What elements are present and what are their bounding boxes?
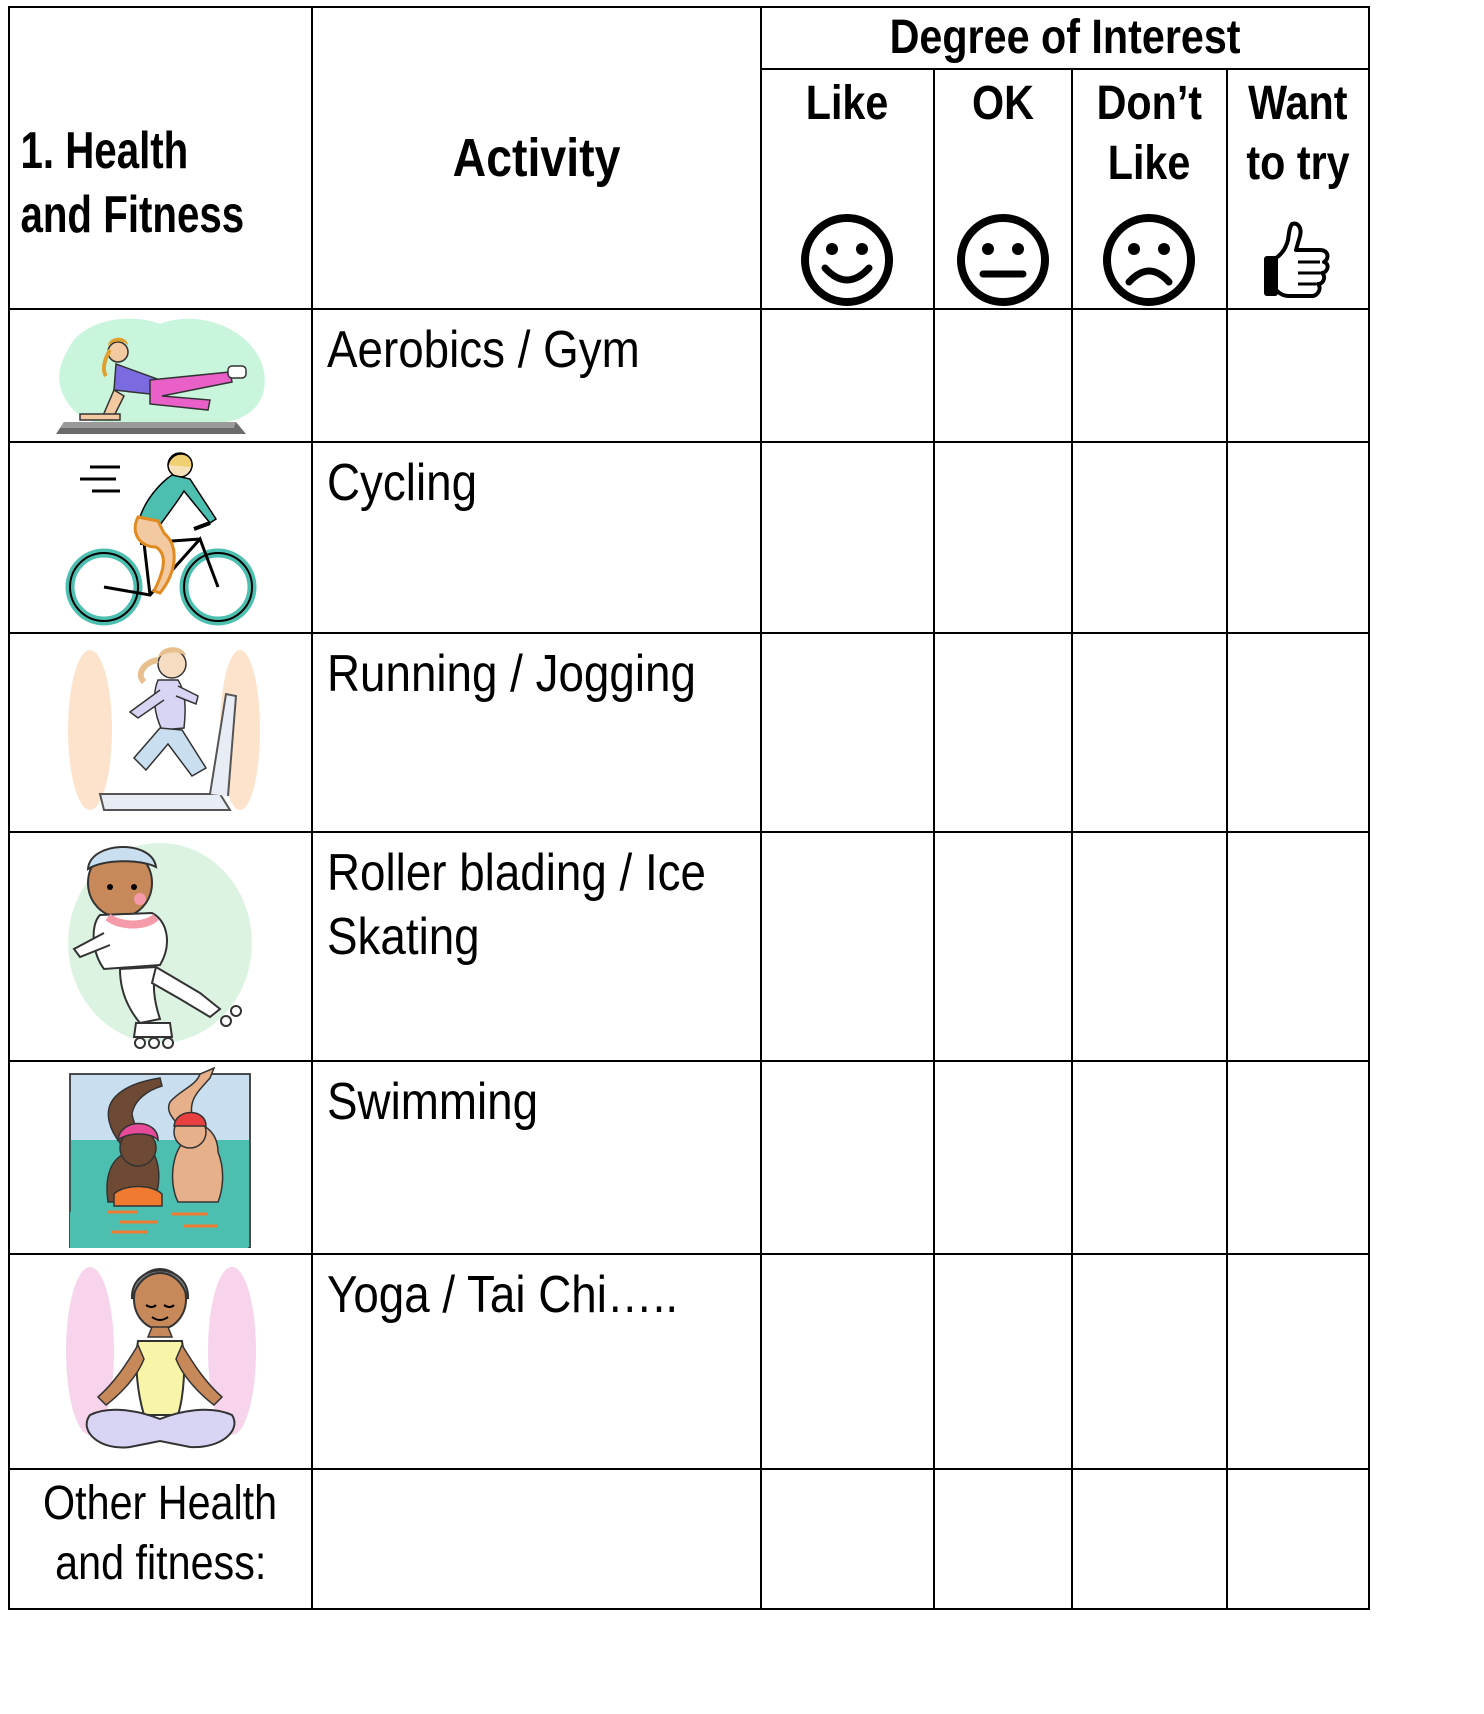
dont-like-column-header xyxy=(1072,69,1227,309)
frowning-face-icon xyxy=(1101,212,1197,323)
ok-checkbox-cell[interactable] xyxy=(934,309,1072,442)
want-to-try-checkbox-cell[interactable] xyxy=(1227,1254,1369,1469)
like-checkbox-cell[interactable] xyxy=(761,1061,934,1254)
rollerblading-clipart-icon xyxy=(9,832,312,1061)
dont-like-checkbox-cell[interactable] xyxy=(1072,832,1227,1061)
swimming-clipart-icon xyxy=(9,1061,312,1254)
activity-name-cell xyxy=(312,442,761,633)
section-title-line2: and Fitness xyxy=(20,186,245,244)
want-to-try-checkbox-cell[interactable] xyxy=(1227,309,1369,442)
dont-like-checkbox-cell[interactable] xyxy=(1072,1469,1227,1609)
ok-checkbox-cell[interactable] xyxy=(934,1254,1072,1469)
activity-column-header xyxy=(312,7,761,309)
dont-like-checkbox-cell[interactable] xyxy=(1072,1254,1227,1469)
activity-row xyxy=(9,633,1369,832)
ok-checkbox-cell[interactable] xyxy=(934,1469,1072,1609)
want-to-try-column-header xyxy=(1227,69,1369,309)
activity-row xyxy=(9,309,1369,442)
activity-name: Aerobics / Gym xyxy=(326,321,640,379)
like-label: Like xyxy=(806,77,889,130)
activity-name-cell xyxy=(312,309,761,442)
activity-name-cell xyxy=(312,832,761,1061)
yoga-clipart-icon xyxy=(9,1254,312,1469)
neutral-face-icon xyxy=(955,212,1051,323)
ok-checkbox-cell[interactable] xyxy=(934,832,1072,1061)
smiley-face-icon xyxy=(799,212,895,323)
activity-name: Roller blading / Ice Skating xyxy=(326,844,706,966)
degree-of-interest-header xyxy=(761,7,1369,69)
activity-name-cell xyxy=(312,633,761,832)
other-health-line2: and fitness: xyxy=(54,1537,267,1590)
want-to-try-checkbox-cell[interactable] xyxy=(1227,1061,1369,1254)
want-to-try-checkbox-cell[interactable] xyxy=(1227,442,1369,633)
activity-name-cell xyxy=(312,1061,761,1254)
dont-like-checkbox-cell[interactable] xyxy=(1072,633,1227,832)
activity-row xyxy=(9,1254,1369,1469)
dont-like-checkbox-cell[interactable] xyxy=(1072,1061,1227,1254)
degree-of-interest-label: Degree of Interest xyxy=(889,11,1241,64)
activity-name: Cycling xyxy=(326,454,477,512)
like-checkbox-cell[interactable] xyxy=(761,442,934,633)
want-to-try-label-line1: Want xyxy=(1248,77,1348,130)
activity-row xyxy=(9,1061,1369,1254)
dont-like-label-line1: Don’t xyxy=(1096,77,1203,130)
section-title-line1: 1. Health xyxy=(20,122,189,180)
like-checkbox-cell[interactable] xyxy=(761,832,934,1061)
want-to-try-checkbox-cell[interactable] xyxy=(1227,1469,1369,1609)
other-activity-input-cell[interactable] xyxy=(312,1469,761,1609)
activity-name: Swimming xyxy=(326,1073,539,1131)
want-to-try-checkbox-cell[interactable] xyxy=(1227,633,1369,832)
activity-name: Running / Jogging xyxy=(326,645,696,703)
other-activity-row xyxy=(9,1469,1369,1609)
section-title xyxy=(9,7,276,309)
like-checkbox-cell[interactable] xyxy=(761,1469,934,1609)
ok-label: OK xyxy=(971,77,1034,130)
ok-checkbox-cell[interactable] xyxy=(934,633,1072,832)
want-to-try-label-line2: to try xyxy=(1246,137,1350,190)
cycling-clipart-icon xyxy=(9,442,312,633)
ok-checkbox-cell[interactable] xyxy=(934,442,1072,633)
aerobics-clipart-icon xyxy=(9,309,312,442)
like-checkbox-cell[interactable] xyxy=(761,309,934,442)
activity-name-cell xyxy=(312,1254,761,1469)
running-clipart-icon xyxy=(9,633,312,832)
dont-like-label-line2: Like xyxy=(1108,137,1191,190)
activity-name: Yoga / Tai Chi….. xyxy=(326,1266,679,1324)
like-checkbox-cell[interactable] xyxy=(761,1254,934,1469)
other-health-line1: Other Health xyxy=(43,1477,278,1530)
ok-column-header xyxy=(934,69,1072,309)
dont-like-checkbox-cell[interactable] xyxy=(1072,442,1227,633)
interest-survey-table xyxy=(8,6,1370,1610)
ok-checkbox-cell[interactable] xyxy=(934,1061,1072,1254)
activity-row xyxy=(9,442,1369,633)
activity-row xyxy=(9,832,1369,1061)
want-to-try-checkbox-cell[interactable] xyxy=(1227,832,1369,1061)
other-health-label-cell xyxy=(9,1469,312,1609)
thumbs-up-icon xyxy=(1262,220,1334,319)
activity-header-label: Activity xyxy=(452,128,621,188)
dont-like-checkbox-cell[interactable] xyxy=(1072,309,1227,442)
like-column-header xyxy=(761,69,934,309)
like-checkbox-cell[interactable] xyxy=(761,633,934,832)
